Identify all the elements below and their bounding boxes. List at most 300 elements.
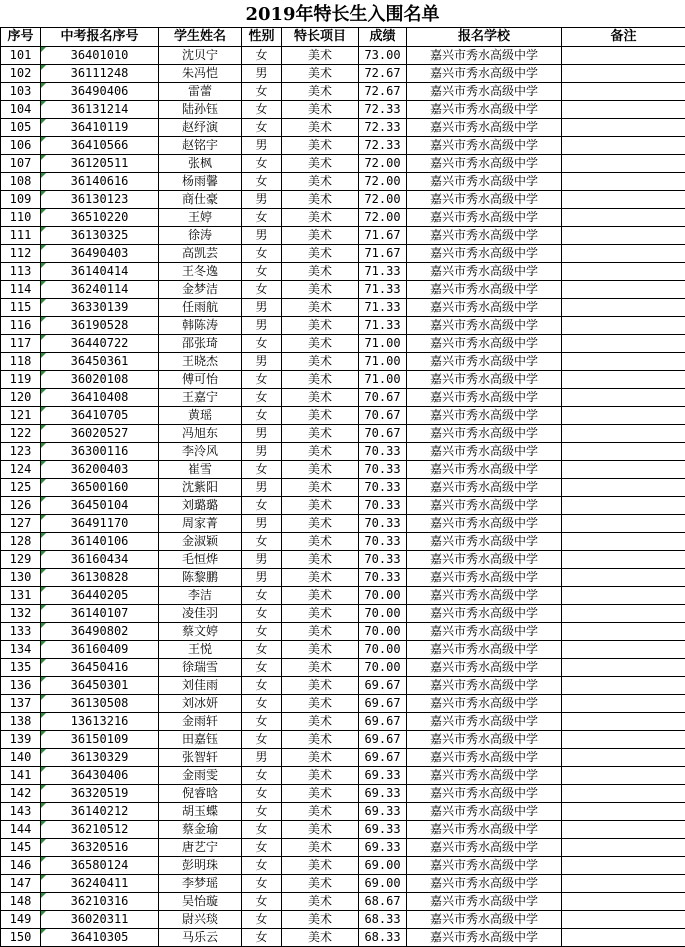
cell-school: 嘉兴市秀水高级中学 (407, 695, 562, 713)
cell-student-name: 唐艺宁 (159, 839, 242, 857)
table-row (1, 803, 685, 821)
cell-school: 嘉兴市秀水高级中学 (407, 641, 562, 659)
cell-exam-id: 36150109 (41, 731, 159, 749)
cell-gender: 女 (242, 533, 282, 551)
cell-school: 嘉兴市秀水高级中学 (407, 893, 562, 911)
cell-score: 72.33 (359, 137, 407, 155)
cell-specialty: 美术 (282, 749, 359, 767)
cell-gender: 男 (242, 749, 282, 767)
cell-student-name: 冯旭东 (159, 425, 242, 443)
cell-exam-id: 36500160 (41, 479, 159, 497)
cell-school: 嘉兴市秀水高级中学 (407, 47, 562, 65)
cell-exam-id: 36430406 (41, 767, 159, 785)
cell-score: 72.00 (359, 155, 407, 173)
cell-gender: 女 (242, 893, 282, 911)
cell-score: 70.33 (359, 551, 407, 569)
cell-school: 嘉兴市秀水高级中学 (407, 155, 562, 173)
table-row (1, 875, 685, 893)
cell-remarks (562, 281, 685, 299)
cell-remarks (562, 641, 685, 659)
cell-remarks (562, 425, 685, 443)
cell-gender: 男 (242, 191, 282, 209)
cell-index: 136 (1, 677, 41, 695)
cell-specialty: 美术 (282, 641, 359, 659)
cell-index: 124 (1, 461, 41, 479)
cell-index: 131 (1, 587, 41, 605)
cell-gender: 女 (242, 119, 282, 137)
table-row (1, 299, 685, 317)
cell-exam-id: 36300116 (41, 443, 159, 461)
cell-remarks (562, 749, 685, 767)
cell-school: 嘉兴市秀水高级中学 (407, 299, 562, 317)
cell-specialty: 美术 (282, 281, 359, 299)
table-row (1, 605, 685, 623)
cell-student-name: 沈贝宁 (159, 47, 242, 65)
cell-exam-id: 36120511 (41, 155, 159, 173)
cell-specialty: 美术 (282, 245, 359, 263)
cell-score: 72.67 (359, 83, 407, 101)
cell-index: 132 (1, 605, 41, 623)
cell-gender: 女 (242, 857, 282, 875)
table-row (1, 317, 685, 335)
cell-exam-id: 36401010 (41, 47, 159, 65)
cell-school: 嘉兴市秀水高级中学 (407, 821, 562, 839)
cell-student-name: 赵纾演 (159, 119, 242, 137)
cell-student-name: 刘佳雨 (159, 677, 242, 695)
cell-school: 嘉兴市秀水高级中学 (407, 245, 562, 263)
cell-exam-id: 36410566 (41, 137, 159, 155)
cell-remarks (562, 263, 685, 281)
cell-student-name: 韩陈涛 (159, 317, 242, 335)
table-row (1, 587, 685, 605)
cell-exam-id: 36210512 (41, 821, 159, 839)
header-student-name: 学生姓名 (159, 28, 242, 47)
cell-score: 69.00 (359, 875, 407, 893)
cell-score: 70.33 (359, 443, 407, 461)
cell-score: 69.33 (359, 839, 407, 857)
cell-student-name: 李洁 (159, 587, 242, 605)
cell-index: 106 (1, 137, 41, 155)
cell-remarks (562, 443, 685, 461)
cell-specialty: 美术 (282, 911, 359, 929)
cell-school: 嘉兴市秀水高级中学 (407, 353, 562, 371)
cell-gender: 女 (242, 677, 282, 695)
cell-score: 70.67 (359, 425, 407, 443)
cell-school: 嘉兴市秀水高级中学 (407, 911, 562, 929)
cell-score: 69.33 (359, 785, 407, 803)
cell-gender: 女 (242, 731, 282, 749)
cell-specialty: 美术 (282, 821, 359, 839)
cell-index: 129 (1, 551, 41, 569)
table-row (1, 371, 685, 389)
cell-student-name: 蔡金瑜 (159, 821, 242, 839)
cell-score: 72.33 (359, 101, 407, 119)
cell-school: 嘉兴市秀水高级中学 (407, 551, 562, 569)
cell-score: 71.33 (359, 263, 407, 281)
cell-remarks (562, 407, 685, 425)
table-row (1, 83, 685, 101)
cell-gender: 女 (242, 785, 282, 803)
table-row (1, 245, 685, 263)
cell-exam-id: 36140107 (41, 605, 159, 623)
cell-specialty: 美术 (282, 299, 359, 317)
cell-specialty: 美术 (282, 785, 359, 803)
table-row (1, 281, 685, 299)
cell-exam-id: 36410305 (41, 929, 159, 947)
cell-gender: 女 (242, 389, 282, 407)
cell-gender: 男 (242, 137, 282, 155)
cell-student-name: 毛恒烨 (159, 551, 242, 569)
cell-exam-id: 36020527 (41, 425, 159, 443)
cell-exam-id: 36510220 (41, 209, 159, 227)
table-row (1, 713, 685, 731)
cell-score: 70.00 (359, 587, 407, 605)
table-row (1, 533, 685, 551)
cell-remarks (562, 893, 685, 911)
cell-remarks (562, 533, 685, 551)
cell-school: 嘉兴市秀水高级中学 (407, 119, 562, 137)
cell-school: 嘉兴市秀水高级中学 (407, 515, 562, 533)
cell-exam-id: 36450361 (41, 353, 159, 371)
header-score: 成绩 (359, 28, 407, 47)
cell-student-name: 高凯芸 (159, 245, 242, 263)
cell-index: 143 (1, 803, 41, 821)
cell-index: 120 (1, 389, 41, 407)
table-row (1, 569, 685, 587)
cell-index: 149 (1, 911, 41, 929)
cell-exam-id: 36130123 (41, 191, 159, 209)
cell-score: 69.67 (359, 731, 407, 749)
cell-remarks (562, 821, 685, 839)
cell-student-name: 吴怡璇 (159, 893, 242, 911)
cell-school: 嘉兴市秀水高级中学 (407, 875, 562, 893)
cell-remarks (562, 695, 685, 713)
cell-student-name: 王冬逸 (159, 263, 242, 281)
cell-student-name: 傅可怡 (159, 371, 242, 389)
cell-index: 107 (1, 155, 41, 173)
cell-index: 145 (1, 839, 41, 857)
cell-student-name: 黄瑶 (159, 407, 242, 425)
cell-remarks (562, 83, 685, 101)
cell-score: 69.67 (359, 749, 407, 767)
cell-index: 103 (1, 83, 41, 101)
header-specialty: 特长项目 (282, 28, 359, 47)
header-remarks: 备注 (562, 28, 685, 47)
cell-score: 70.00 (359, 659, 407, 677)
cell-school: 嘉兴市秀水高级中学 (407, 803, 562, 821)
table-row (1, 695, 685, 713)
cell-specialty: 美术 (282, 551, 359, 569)
cell-specialty: 美术 (282, 371, 359, 389)
cell-specialty: 美术 (282, 713, 359, 731)
cell-score: 70.00 (359, 605, 407, 623)
cell-exam-id: 36200403 (41, 461, 159, 479)
cell-index: 118 (1, 353, 41, 371)
cell-school: 嘉兴市秀水高级中学 (407, 857, 562, 875)
cell-specialty: 美术 (282, 515, 359, 533)
cell-score: 71.33 (359, 281, 407, 299)
cell-exam-id: 36140616 (41, 173, 159, 191)
cell-remarks (562, 803, 685, 821)
cell-specialty: 美术 (282, 929, 359, 947)
cell-specialty: 美术 (282, 461, 359, 479)
cell-exam-id: 36020108 (41, 371, 159, 389)
cell-gender: 女 (242, 803, 282, 821)
cell-remarks (562, 101, 685, 119)
cell-gender: 女 (242, 155, 282, 173)
cell-student-name: 徐瑞雪 (159, 659, 242, 677)
table-row (1, 623, 685, 641)
table-row (1, 785, 685, 803)
cell-gender: 男 (242, 317, 282, 335)
cell-gender: 女 (242, 767, 282, 785)
cell-specialty: 美术 (282, 803, 359, 821)
table-body (1, 47, 685, 947)
cell-index: 130 (1, 569, 41, 587)
cell-school: 嘉兴市秀水高级中学 (407, 749, 562, 767)
cell-index: 125 (1, 479, 41, 497)
cell-remarks (562, 767, 685, 785)
cell-score: 71.67 (359, 227, 407, 245)
cell-remarks (562, 713, 685, 731)
cell-gender: 女 (242, 875, 282, 893)
cell-index: 105 (1, 119, 41, 137)
cell-student-name: 王婷 (159, 209, 242, 227)
cell-index: 139 (1, 731, 41, 749)
cell-gender: 女 (242, 101, 282, 119)
cell-student-name: 张枫 (159, 155, 242, 173)
cell-student-name: 雷蕾 (159, 83, 242, 101)
cell-school: 嘉兴市秀水高级中学 (407, 767, 562, 785)
cell-index: 126 (1, 497, 41, 515)
cell-school: 嘉兴市秀水高级中学 (407, 659, 562, 677)
cell-gender: 男 (242, 299, 282, 317)
cell-specialty: 美术 (282, 317, 359, 335)
cell-gender: 女 (242, 335, 282, 353)
table-row (1, 119, 685, 137)
cell-student-name: 凌佳羽 (159, 605, 242, 623)
table-row (1, 443, 685, 461)
cell-student-name: 陈黎鹏 (159, 569, 242, 587)
cell-specialty: 美术 (282, 389, 359, 407)
cell-index: 123 (1, 443, 41, 461)
cell-score: 69.67 (359, 695, 407, 713)
cell-score: 70.67 (359, 407, 407, 425)
cell-specialty: 美术 (282, 893, 359, 911)
cell-specialty: 美术 (282, 335, 359, 353)
cell-exam-id: 36130508 (41, 695, 159, 713)
cell-gender: 女 (242, 713, 282, 731)
cell-score: 68.33 (359, 929, 407, 947)
table-row (1, 893, 685, 911)
cell-school: 嘉兴市秀水高级中学 (407, 83, 562, 101)
cell-gender: 男 (242, 227, 282, 245)
cell-index: 117 (1, 335, 41, 353)
cell-specialty: 美术 (282, 875, 359, 893)
cell-gender: 女 (242, 929, 282, 947)
cell-exam-id: 36410408 (41, 389, 159, 407)
cell-school: 嘉兴市秀水高级中学 (407, 389, 562, 407)
cell-score: 71.00 (359, 371, 407, 389)
table-row (1, 425, 685, 443)
cell-score: 68.33 (359, 911, 407, 929)
table-header-row (1, 28, 685, 47)
cell-student-name: 田嘉钰 (159, 731, 242, 749)
cell-exam-id: 36140212 (41, 803, 159, 821)
cell-gender: 男 (242, 551, 282, 569)
cell-school: 嘉兴市秀水高级中学 (407, 191, 562, 209)
cell-gender: 女 (242, 623, 282, 641)
cell-student-name: 尉兴琰 (159, 911, 242, 929)
table-row (1, 155, 685, 173)
cell-exam-id: 36490802 (41, 623, 159, 641)
table-row (1, 749, 685, 767)
cell-remarks (562, 677, 685, 695)
table-row (1, 389, 685, 407)
cell-student-name: 彭明珠 (159, 857, 242, 875)
cell-exam-id: 36160409 (41, 641, 159, 659)
cell-specialty: 美术 (282, 119, 359, 137)
cell-specialty: 美术 (282, 407, 359, 425)
cell-gender: 男 (242, 425, 282, 443)
cell-score: 70.33 (359, 515, 407, 533)
cell-score: 71.33 (359, 299, 407, 317)
cell-exam-id: 36240411 (41, 875, 159, 893)
cell-score: 72.67 (359, 65, 407, 83)
cell-school: 嘉兴市秀水高级中学 (407, 929, 562, 947)
cell-student-name: 任雨航 (159, 299, 242, 317)
cell-remarks (562, 371, 685, 389)
cell-index: 147 (1, 875, 41, 893)
cell-exam-id: 36130828 (41, 569, 159, 587)
cell-index: 112 (1, 245, 41, 263)
table-row (1, 731, 685, 749)
cell-score: 73.00 (359, 47, 407, 65)
cell-specialty: 美术 (282, 659, 359, 677)
table-row (1, 137, 685, 155)
cell-exam-id: 36490406 (41, 83, 159, 101)
cell-school: 嘉兴市秀水高级中学 (407, 317, 562, 335)
cell-student-name: 金雨雯 (159, 767, 242, 785)
cell-gender: 女 (242, 209, 282, 227)
cell-exam-id: 36130329 (41, 749, 159, 767)
cell-index: 150 (1, 929, 41, 947)
cell-exam-id: 36410705 (41, 407, 159, 425)
cell-specialty: 美术 (282, 569, 359, 587)
cell-score: 72.00 (359, 209, 407, 227)
cell-school: 嘉兴市秀水高级中学 (407, 461, 562, 479)
cell-school: 嘉兴市秀水高级中学 (407, 623, 562, 641)
cell-specialty: 美术 (282, 839, 359, 857)
cell-remarks (562, 461, 685, 479)
table-row (1, 353, 685, 371)
cell-exam-id: 36330139 (41, 299, 159, 317)
table-row (1, 479, 685, 497)
cell-score: 72.33 (359, 119, 407, 137)
cell-index: 121 (1, 407, 41, 425)
cell-index: 128 (1, 533, 41, 551)
cell-student-name: 朱冯恺 (159, 65, 242, 83)
cell-exam-id: 36240114 (41, 281, 159, 299)
cell-gender: 女 (242, 83, 282, 101)
cell-remarks (562, 191, 685, 209)
cell-remarks (562, 731, 685, 749)
cell-student-name: 李梦瑶 (159, 875, 242, 893)
cell-school: 嘉兴市秀水高级中学 (407, 533, 562, 551)
cell-exam-id: 36160434 (41, 551, 159, 569)
cell-score: 70.33 (359, 461, 407, 479)
cell-student-name: 徐涛 (159, 227, 242, 245)
cell-specialty: 美术 (282, 191, 359, 209)
cell-index: 146 (1, 857, 41, 875)
cell-exam-id: 36190528 (41, 317, 159, 335)
cell-school: 嘉兴市秀水高级中学 (407, 479, 562, 497)
shortlist-table (0, 27, 685, 947)
cell-exam-id: 36450416 (41, 659, 159, 677)
cell-school: 嘉兴市秀水高级中学 (407, 281, 562, 299)
cell-score: 70.33 (359, 479, 407, 497)
table-row (1, 929, 685, 947)
header-index: 序号 (1, 28, 41, 47)
cell-gender: 女 (242, 371, 282, 389)
cell-gender: 男 (242, 65, 282, 83)
cell-index: 101 (1, 47, 41, 65)
header-school: 报名学校 (407, 28, 562, 47)
cell-gender: 男 (242, 569, 282, 587)
cell-student-name: 王嘉宁 (159, 389, 242, 407)
cell-index: 104 (1, 101, 41, 119)
cell-score: 70.00 (359, 641, 407, 659)
cell-index: 108 (1, 173, 41, 191)
cell-gender: 女 (242, 281, 282, 299)
cell-specialty: 美术 (282, 587, 359, 605)
table-row (1, 821, 685, 839)
cell-remarks (562, 209, 685, 227)
table-row (1, 335, 685, 353)
cell-index: 111 (1, 227, 41, 245)
cell-exam-id: 36130325 (41, 227, 159, 245)
cell-index: 140 (1, 749, 41, 767)
cell-index: 127 (1, 515, 41, 533)
cell-gender: 女 (242, 911, 282, 929)
cell-remarks (562, 875, 685, 893)
cell-index: 119 (1, 371, 41, 389)
cell-score: 68.67 (359, 893, 407, 911)
cell-gender: 男 (242, 479, 282, 497)
cell-specialty: 美术 (282, 695, 359, 713)
cell-remarks (562, 605, 685, 623)
cell-index: 141 (1, 767, 41, 785)
cell-school: 嘉兴市秀水高级中学 (407, 713, 562, 731)
cell-gender: 女 (242, 173, 282, 191)
cell-index: 133 (1, 623, 41, 641)
cell-score: 69.33 (359, 803, 407, 821)
cell-score: 70.33 (359, 569, 407, 587)
cell-score: 70.67 (359, 389, 407, 407)
cell-specialty: 美术 (282, 101, 359, 119)
cell-school: 嘉兴市秀水高级中学 (407, 785, 562, 803)
cell-school: 嘉兴市秀水高级中学 (407, 731, 562, 749)
cell-score: 71.33 (359, 317, 407, 335)
cell-remarks (562, 623, 685, 641)
cell-score: 72.00 (359, 191, 407, 209)
cell-score: 69.67 (359, 713, 407, 731)
cell-gender: 女 (242, 497, 282, 515)
table-row (1, 263, 685, 281)
cell-remarks (562, 173, 685, 191)
cell-specialty: 美术 (282, 65, 359, 83)
table-row (1, 659, 685, 677)
